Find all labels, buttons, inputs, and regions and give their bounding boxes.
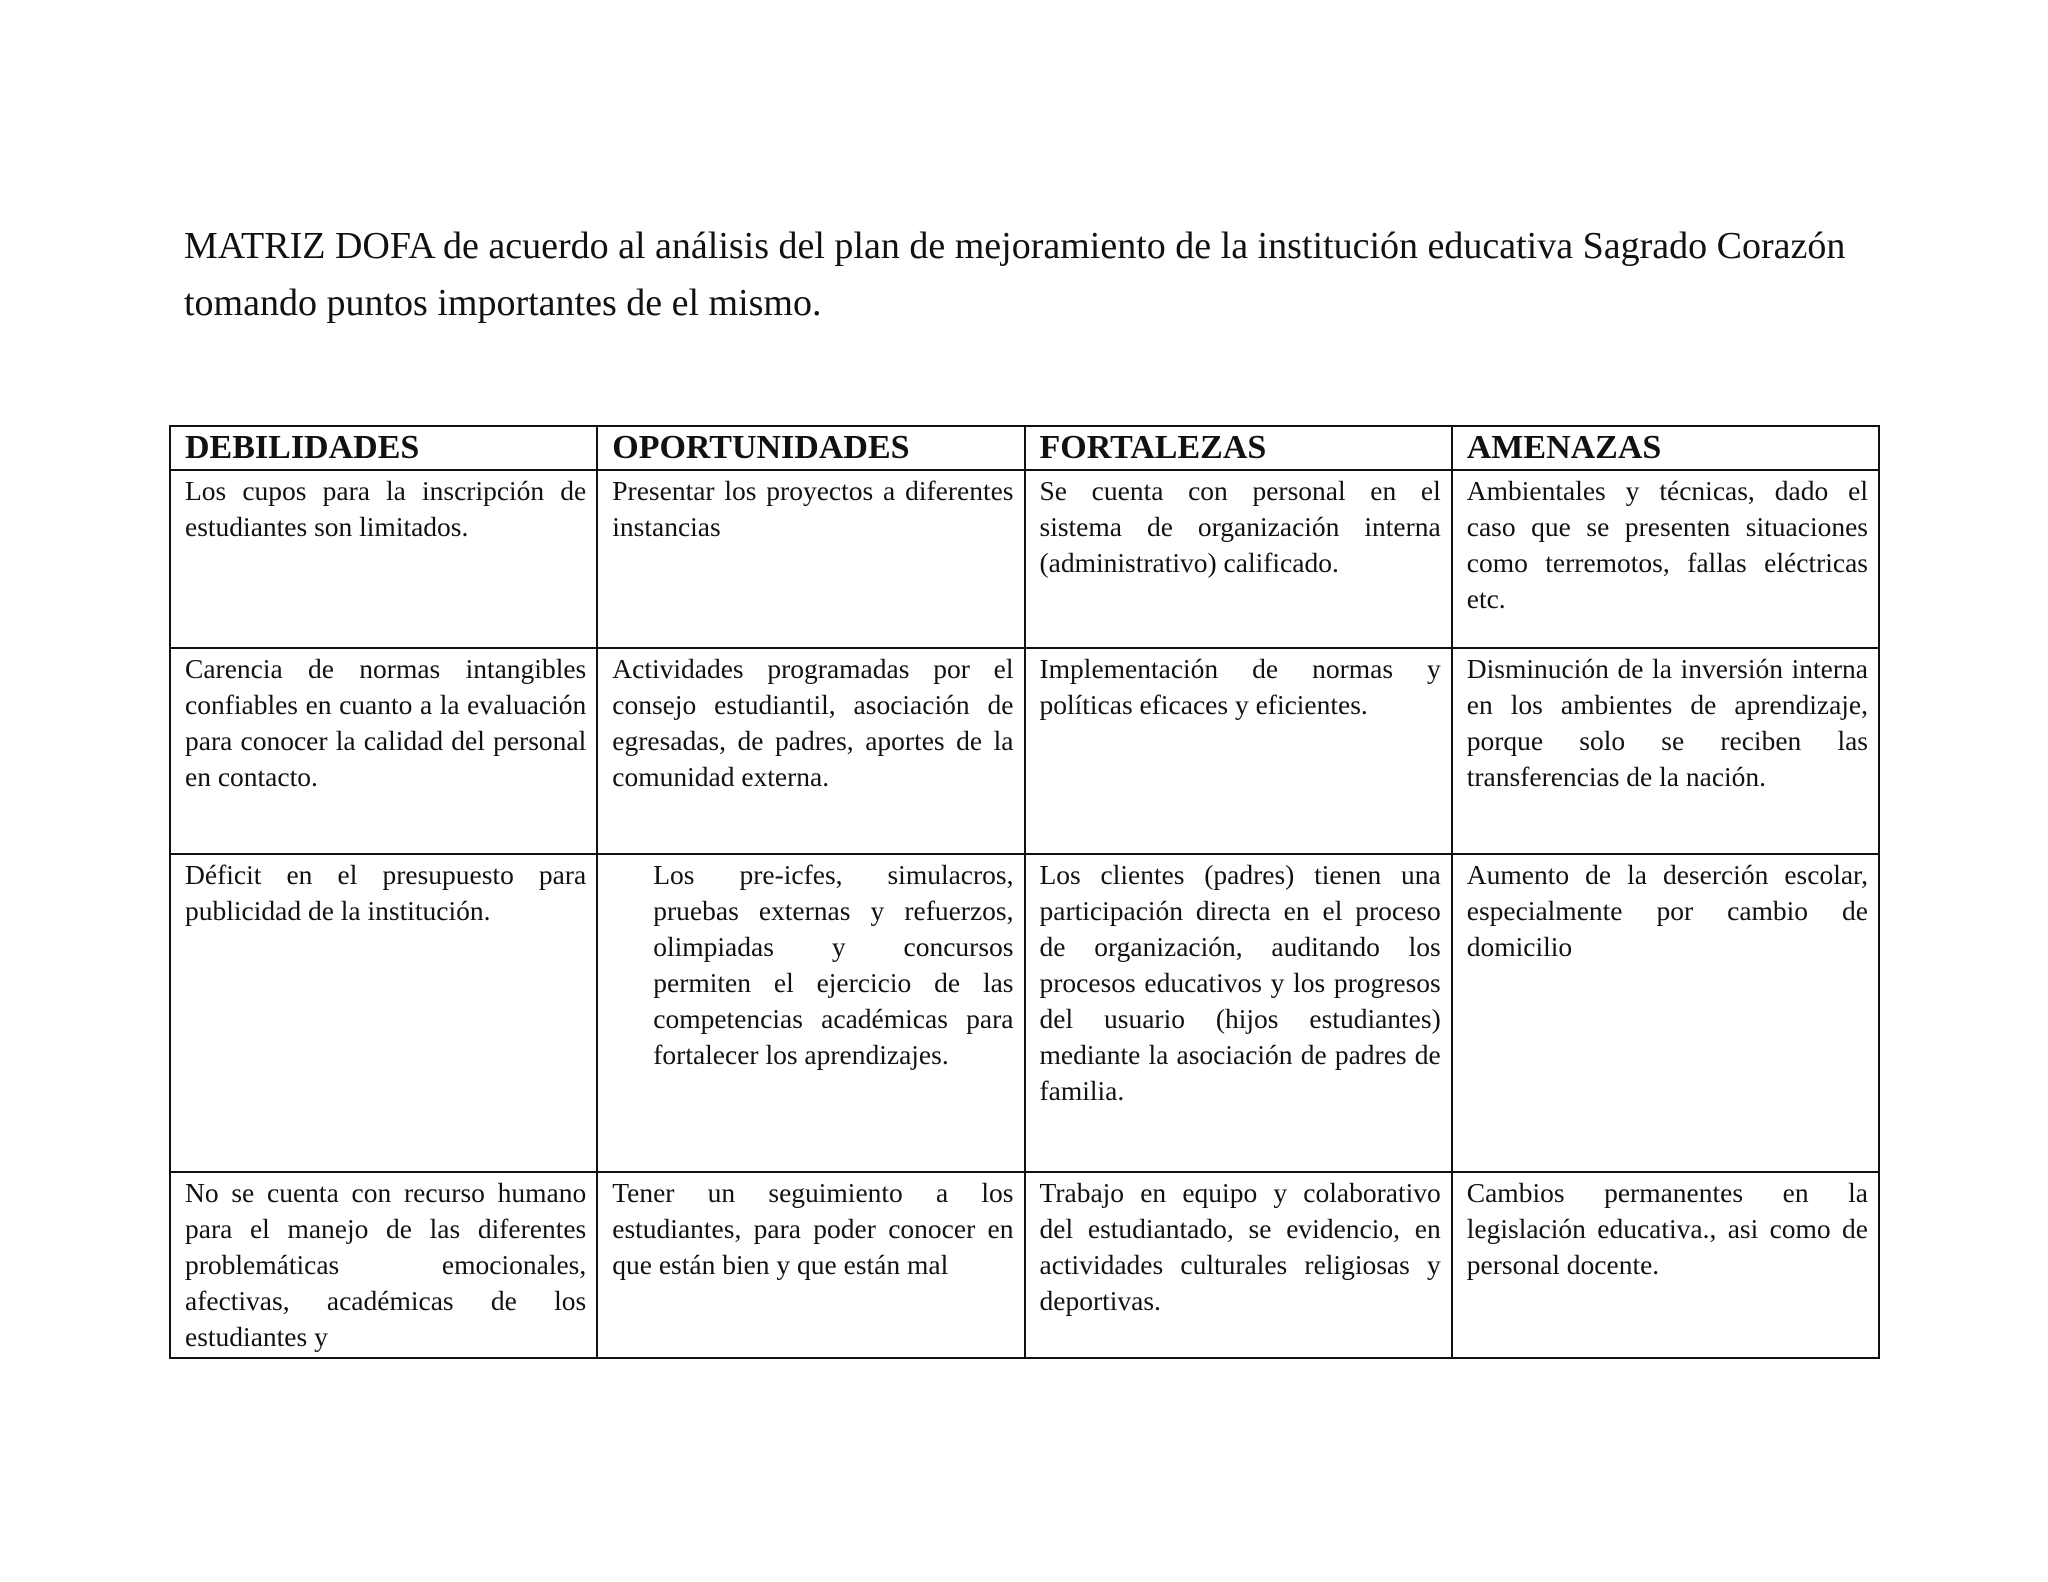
cell-fortaleza: Trabajo en equipo y colaborativo del estudiantado, se evidencio, en actividades culturales religiosas y deportivas.: [1025, 1172, 1452, 1358]
cell-fortaleza: Los clientes (padres) tienen una participación directa en el proceso de organización, auditando los procesos educativos y los progresos del usuario (hijos estudiantes) mediante la asociación de padres de familia.: [1025, 854, 1452, 1172]
cell-amenaza: Disminución de la inversión interna en los ambientes de aprendizaje, porque solo se reciben las transferencias de la nación.: [1452, 648, 1879, 854]
header-amenazas: AMENAZAS: [1452, 426, 1879, 470]
cell-debilidad: Los cupos para la inscripción de estudiantes son limitados.: [170, 470, 597, 648]
cell-debilidad: Carencia de normas intangibles confiables en cuanto a la evaluación para conocer la calidad del personal en contacto.: [170, 648, 597, 854]
cell-amenaza: Cambios permanentes en la legislación educativa., asi como de personal docente.: [1452, 1172, 1879, 1358]
cell-debilidad: No se cuenta con recurso humano para el manejo de las diferentes problemáticas emocionales, afectivas, académicas de los estudiantes y: [170, 1172, 597, 1358]
cell-oportunidad: Presentar los proyectos a diferentes instancias: [597, 470, 1024, 648]
cell-fortaleza: Se cuenta con personal en el sistema de organización interna (administrativo) calificado.: [1025, 470, 1452, 648]
cell-amenaza: Ambientales y técnicas, dado el caso que se presenten situaciones como terremotos, fallas eléctricas etc.: [1452, 470, 1879, 648]
cell-fortaleza: Implementación de normas y políticas eficaces y eficientes.: [1025, 648, 1452, 854]
cell-oportunidad: Tener un seguimiento a los estudiantes, para poder conocer en que están bien y que están mal: [597, 1172, 1024, 1358]
header-oportunidades: OPORTUNIDADES: [597, 426, 1024, 470]
header-fortalezas: FORTALEZAS: [1025, 426, 1452, 470]
table-row: [170, 1172, 1879, 1358]
table-row: [170, 648, 1879, 854]
table-row: [170, 854, 1879, 1172]
document-title: MATRIZ DOFA de acuerdo al análisis del plan de mejoramiento de la institución educativa Sagrado Corazón tomando puntos importantes de el mismo.: [184, 225, 1846, 324]
cell-debilidad: Déficit en el presupuesto para publicidad de la institución.: [170, 854, 597, 1172]
cell-amenaza: Aumento de la deserción escolar, especialmente por cambio de domicilio: [1452, 854, 1879, 1172]
cell-oportunidad: Los pre-icfes, simulacros, pruebas externas y refuerzos, olimpiadas y concursos permiten el ejercicio de las competencias académicas para fortalecer los aprendizajes.: [597, 854, 1024, 1172]
header-debilidades: DEBILIDADES: [170, 426, 597, 470]
table-header-row: [170, 426, 1879, 470]
cell-oportunidad: Actividades programadas por el consejo estudiantil, asociación de egresadas, de padres, aportes de la comunidad externa.: [597, 648, 1024, 854]
table-row: [170, 470, 1879, 648]
dofa-matrix-table: [169, 425, 1880, 1359]
